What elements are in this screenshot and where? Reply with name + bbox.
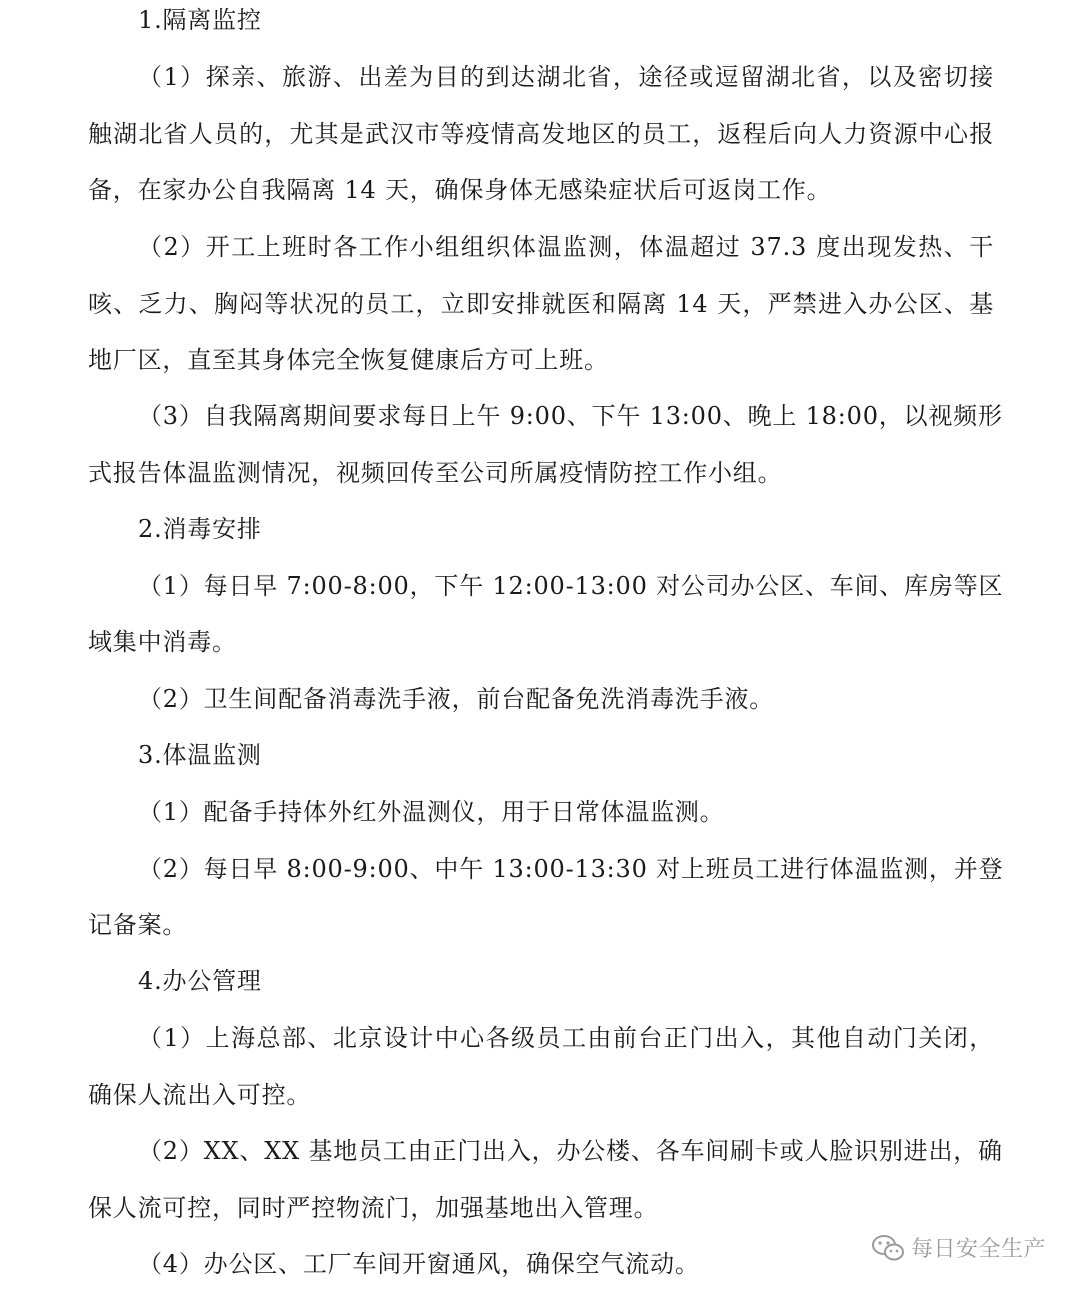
paragraph-line: （4）办公区、工厂车间开窗通风，确保空气流动。 bbox=[138, 1250, 700, 1278]
section-heading: 3.体温监测 bbox=[138, 741, 262, 769]
section-heading: 1.隔离监控 bbox=[138, 6, 262, 34]
wechat-icon bbox=[871, 1234, 905, 1262]
paragraph-line: （1）探亲、旅游、出差为目的到达湖北省，途径或逗留湖北省，以及密切接 bbox=[138, 63, 994, 91]
paragraph-line: （1）每日早 7:00-8:00，下午 12:00-13:00 对公司办公区、车间、库房等区 bbox=[138, 572, 1004, 600]
paragraph-line: 记备案。 bbox=[88, 911, 188, 939]
section-heading: 4.办公管理 bbox=[138, 967, 262, 995]
paragraph-line: 式报告体温监测情况，视频回传至公司所属疫情防控工作小组。 bbox=[88, 459, 783, 487]
paragraph-line: 备，在家办公自我隔离 14 天，确保身体无感染症状后可返岗工作。 bbox=[88, 176, 832, 204]
paragraph-line: 触湖北省人员的，尤其是武汉市等疫情高发地区的员工，返程后向人力资源中心报 bbox=[88, 120, 994, 148]
paragraph-line: （1）上海总部、北京设计中心各级员工由前台正门出入，其他自动门关闭， bbox=[138, 1024, 994, 1052]
paragraph-line: 确保人流出入可控。 bbox=[88, 1081, 312, 1109]
paragraph-line: （1）配备手持体外红外温测仪，用于日常体温监测。 bbox=[138, 798, 725, 826]
paragraph-line: 地厂区，直至其身体完全恢复健康后方可上班。 bbox=[88, 346, 609, 374]
paragraph-line: （2）卫生间配备消毒洗手液，前台配备免洗消毒洗手液。 bbox=[138, 685, 775, 713]
paragraph-line: 保人流可控，同时严控物流门，加强基地出入管理。 bbox=[88, 1194, 659, 1222]
paragraph-line: 咳、乏力、胸闷等状况的员工，立即安排就医和隔离 14 天，严禁进入办公区、基 bbox=[88, 290, 994, 318]
paragraph-line: （2）XX、XX 基地员工由正门出入，办公楼、各车间刷卡或人脸识别进出，确 bbox=[138, 1137, 1003, 1165]
section-heading: 2.消毒安排 bbox=[138, 515, 262, 543]
watermark bbox=[871, 1232, 1046, 1263]
paragraph-line: （2）开工上班时各工作小组组织体温监测，体温超过 37.3 度出现发热、干 bbox=[138, 233, 994, 261]
paragraph-line: （3）自我隔离期间要求每日上午 9:00、下午 13:00、晚上 18:00，以视频形 bbox=[138, 402, 1003, 430]
watermark-text: 每日安全生产 bbox=[910, 1237, 1046, 1262]
paragraph-line: （2）每日早 8:00-9:00、中午 13:00-13:30 对上班员工进行体温监测，并登 bbox=[138, 855, 1004, 883]
paragraph-line: 域集中消毒。 bbox=[88, 628, 237, 656]
